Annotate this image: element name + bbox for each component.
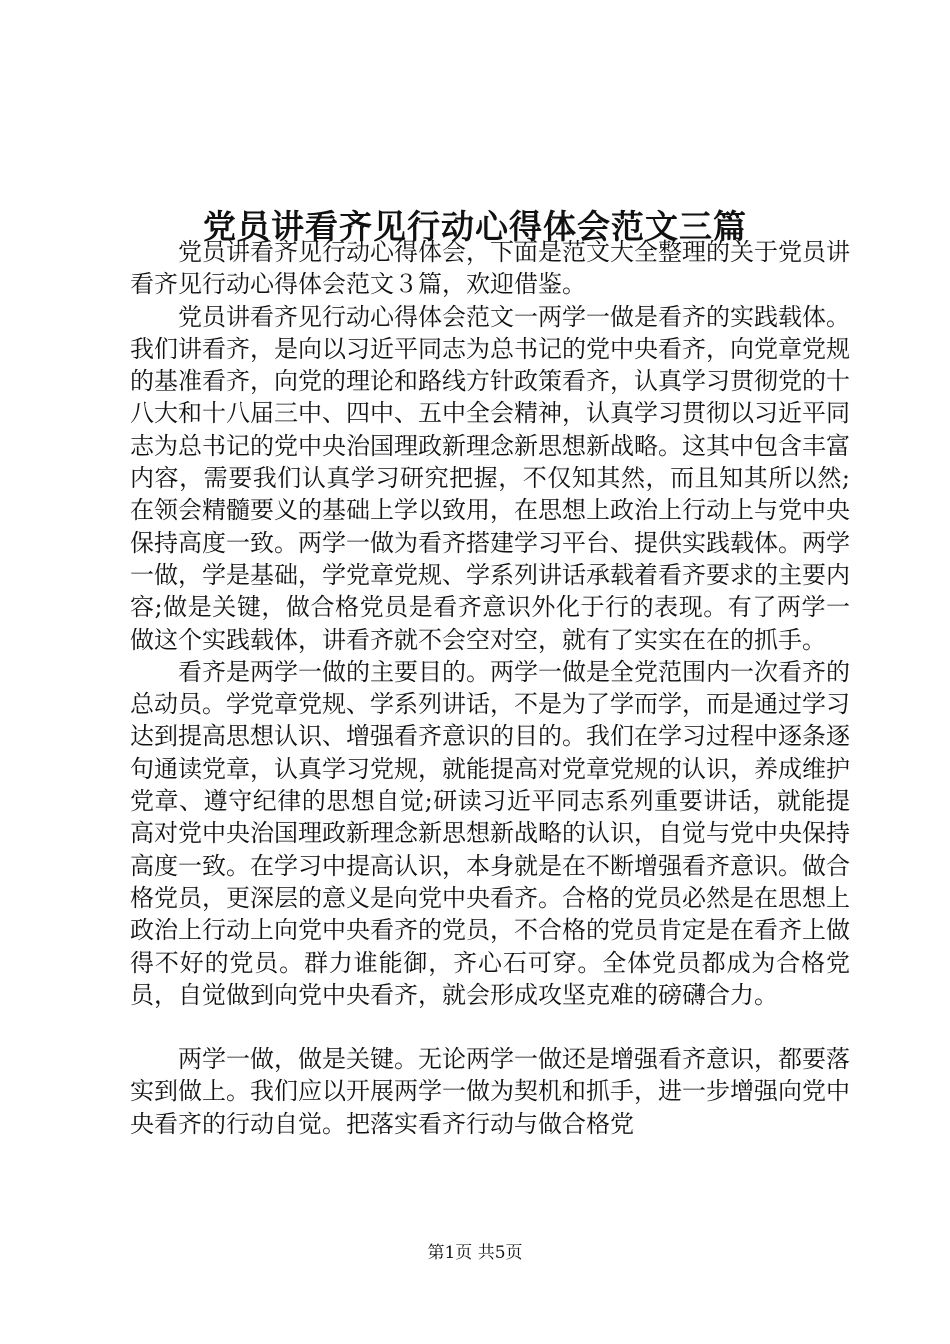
paragraph-1: 党员讲看齐见行动心得体会范文一两学一做是看齐的实践载体。我们讲看齐，是向以习近平同志为总书记的党中央看齐，向党章党规的基准看齐，向党的理论和路线方针政策看齐，认真学习贯彻党的十八大和十八届三中、四中、五中全会精神，认真学习贯彻以习近平同志为总书记的党中央治国理政新理念新思想新战略。这其中包含丰富内容，需要我们认真学习研究把握，不仅知其然，而且知其所以然;在领会精髓要义的基础上学以致用，在思想上政治上行动上与党中央保持高度一致。两学一做为看齐搭建学习平台、提供实践载体。两学一做，学是基础，学党章党规、学系列讲话承载着看齐要求的主要内容;做是关键，做合格党员是看齐意识外化于行的表现。有了两学一做这个实践载体，讲看齐就不会空对空，就有了实实在在的抓手。 bbox=[130, 302, 850, 654]
page-title: 党员讲看齐见行动心得体会范文三篇 bbox=[203, 207, 747, 247]
paragraph-3: 两学一做，做是关键。无论两学一做还是增强看齐意识，都要落实到做上。我们应以开展两学一做为契机和抓手，进一步增强向党中央看齐的行动自觉。把落实看齐行动与做合格党 bbox=[130, 1045, 850, 1138]
page-footer: 第1页 共5页 bbox=[427, 1243, 523, 1263]
paragraph-2: 看齐是两学一做的主要目的。两学一做是全党范围内一次看齐的总动员。学党章党规、学系列讲话，不是为了学而学，而是通过学习达到提高思想认识、增强看齐意识的目的。我们在学习过程中逐条逐句通读党章，认真学习党规，就能提高对党章党规的认识，养成维护党章、遵守纪律的思想自觉;研读习近平同志系列重要讲话，就能提高对党中央治国理政新理念新思想新战略的认识，自觉与党中央保持高度一致。在学习中提高认识，本身就是在不断增强看齐意识。做合格党员，更深层的意义是向党中央看齐。合格的党员必然是在思想上政治上行动上向党中央看齐的党员，不合格的党员肯定是在看齐上做得不好的党员。群力谁能御，齐心石可穿。全体党员都成为合格党员，自觉做到向党中央看齐，就会形成攻坚克难的磅礴合力。 bbox=[130, 657, 850, 1009]
document-body bbox=[130, 236, 850, 1140]
paragraph-intro: 党员讲看齐见行动心得体会，下面是范文大全整理的关于党员讲看齐见行动心得体会范文３篇，欢迎借鉴。 bbox=[130, 238, 850, 299]
